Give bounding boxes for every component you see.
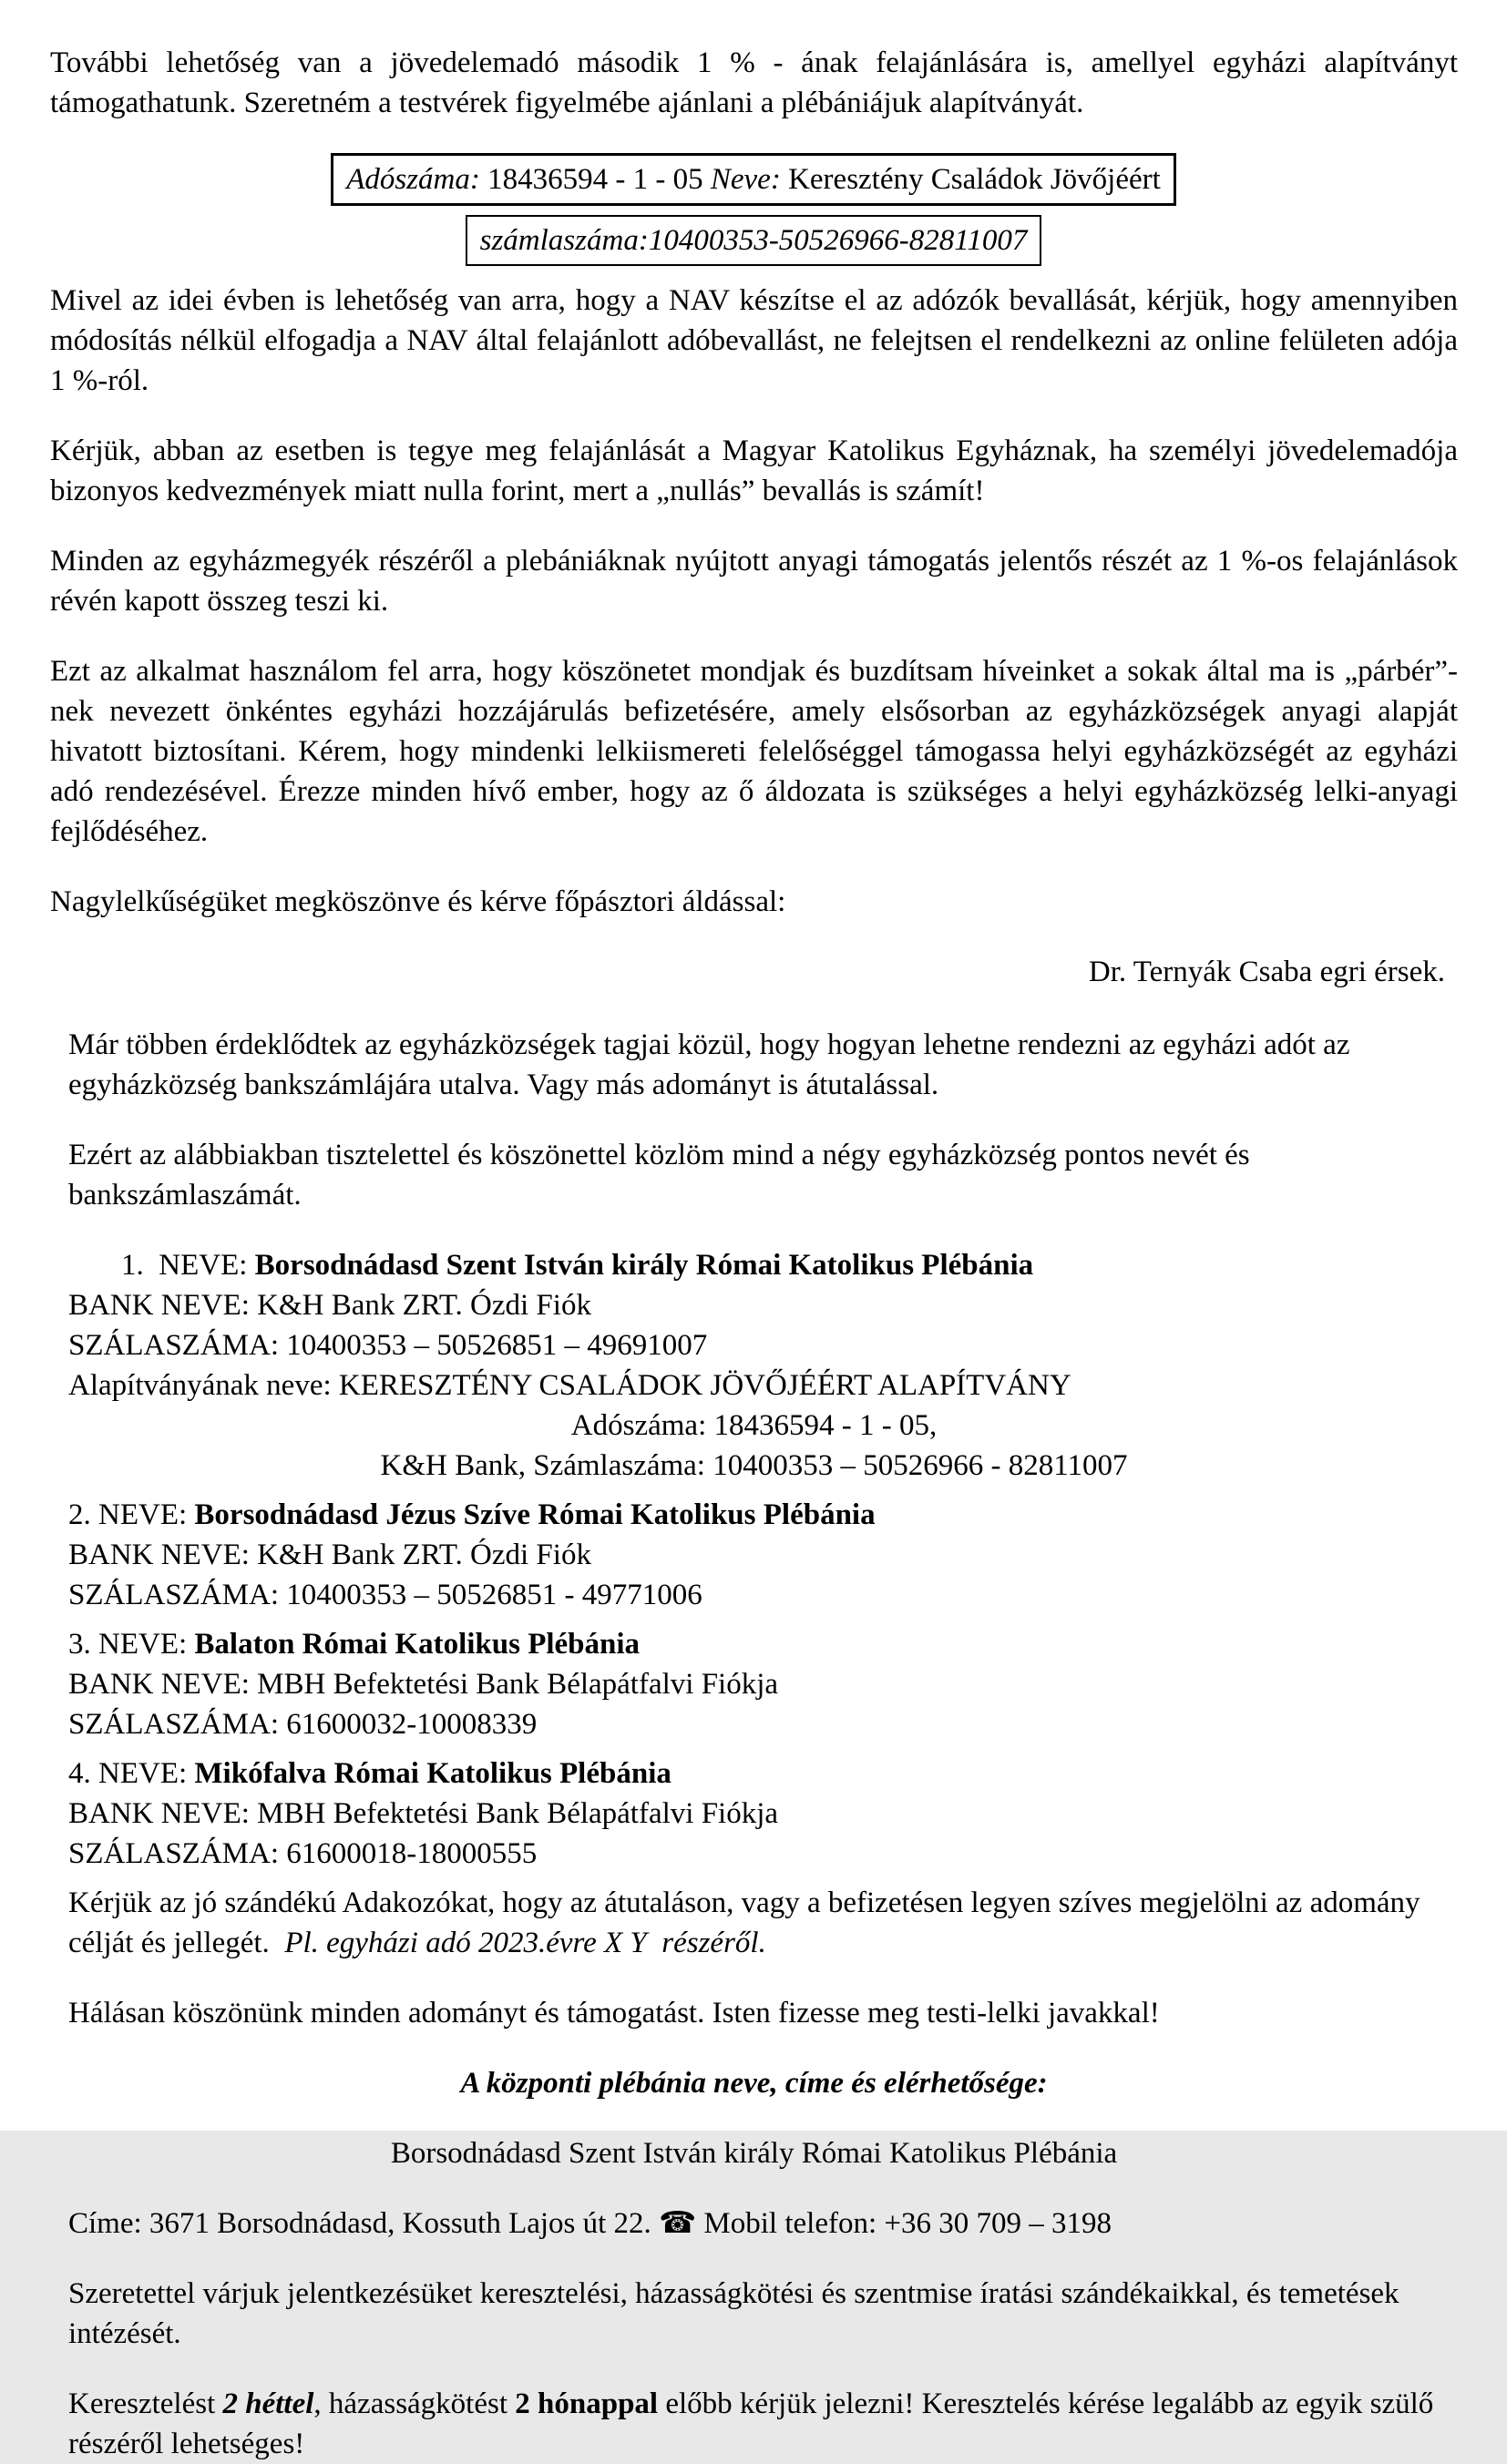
parish-2-account-line: SZÁLASZÁMA: 10400353 – 50526851 - 49771006 [68, 1579, 702, 1611]
parish-4 [0, 1753, 1507, 1874]
text-run: Mobil telefon: +36 30 709 – 3198 [696, 2207, 1112, 2240]
parish-3-number-label: 3. NEVE: [68, 1628, 195, 1661]
zero-declaration-paragraph: Kérjük, abban az esetben is tegye meg felajánlását a Magyar Katolikus Egyháznak, ha személyi jövedelemadója bizonyos kedvezmények miatt nulla forint, mert a „nullás” bevallás is számít! [50, 435, 1458, 507]
text-run: Pl. egyházi adó 2023.évre X Y részéről. [284, 1927, 766, 1959]
parish-3 [0, 1624, 1507, 1744]
phone-icon: ☎ [659, 2207, 697, 2240]
archbishop-signature: Dr. Ternyák Csaba egri érsek. [1088, 956, 1445, 988]
tax-number-box [331, 153, 1176, 206]
parish-2-number-label: 2. NEVE: [68, 1498, 195, 1531]
parish-1-account-line: SZÁLASZÁMA: 10400353 – 50526851 – 49691007 [68, 1329, 708, 1362]
registration-paragraph: Szeretettel várjuk jelentkezésüket keresztelési, házasságkötési és szentmise íratási szándékaikkal, és temetések intézését. [68, 2277, 1399, 2350]
parber-paragraph: Ezt az alkalmat használom fel arra, hogy köszönetet mondjak és buzdítsam híveinket a sokak által ma is „párbér”-nek nevezett önkéntes egyházi hozzájárulás befizetésére, amely elsősorban az egyházközségek anyagi alapját hivatott biztosítani. Kérem, hogy mindenki lelkiismereti felelőséggel támogassa helyi egyházközségét az egyházi adó rendezésével. Érezze minden hívő ember, hogy az ő áldozata is szükséges a helyi egyházközség lelki-anyagi fejlődéséhez. [50, 655, 1458, 848]
diocese-support-paragraph: Minden az egyházmegyék részéről a plebániáknak nyújtott anyagi támogatás jelentős részét az 1 %-os felajánlások révén kapott összeg teszi ki. [50, 545, 1458, 618]
text-run: Neve: [710, 163, 781, 196]
parish-3-name-line [68, 1624, 1458, 1664]
thanks-paragraph: Hálásan köszönünk minden adományt és támogatást. Isten fizesse meg testi-lelki javakkal! [68, 1997, 1160, 2029]
parish-1-name-line [121, 1245, 1458, 1285]
text-run: 2 héttel [222, 2387, 314, 2420]
contact-line [68, 2203, 1458, 2244]
parish-3-bank-line: BANK NEVE: MBH Befektetési Bank Bélapátfalvi Fiókja [68, 1668, 779, 1701]
text-run: 2 hónappal [515, 2387, 659, 2420]
text-run: Keresztény Családok Jövőjéért [780, 163, 1161, 196]
tax-number-box-row [0, 153, 1507, 206]
parish-2 [0, 1495, 1507, 1615]
central-parish-heading: A központi plébánia neve, címe és elérhetősége: [460, 2067, 1048, 2100]
text-run: előbb kérjük jelezni! Keresztelés kérése legalább az egyik szülő részéről lehetséges! [68, 2387, 1434, 2460]
parish-1-bank-line: BANK NEVE: K&H Bank ZRT. Ózdi Fiók [68, 1289, 591, 1322]
text-run: számlaszáma:10400353-50526966-82811007 [479, 224, 1028, 257]
nav-paragraph: Mivel az idei évben is lehetőség van arra, hogy a NAV készítse el az adózók bevallását, kérjük, hogy amennyiben módosítás nélkül elfogadja a NAV által felajánlott adóbevallást, ne felejtsen el rendelkezni az online felületen adója 1 %-ról. [50, 284, 1458, 397]
parish-1-foundation-account-line: K&H Bank, Számlaszáma: 10400353 – 50526966 - 82811007 [380, 1449, 1128, 1482]
baptism-notice-paragraph [68, 2384, 1458, 2464]
inquiry-paragraph: Már többen érdeklődtek az egyházközségek tagjai közül, hogy hogyan lehetne rendezni az egyházi adót az egyházközség bankszámlájára utalva. Vagy más adományt is átutalással. [68, 1028, 1350, 1101]
intro-paragraph: További lehetőség van a jövedelemadó második 1 % - ának felajánlására is, amellyel egyházi alapítványt támogathatunk. Szeretném a testvérek figyelmébe ajánlani a plébániájuk alapítványát. [50, 46, 1458, 119]
text-run: Adószáma: [346, 163, 480, 196]
account-number-box-row [0, 215, 1507, 266]
parish-3-name: Balaton Római Katolikus Plébánia [194, 1628, 641, 1661]
parish-1 [0, 1245, 1507, 1486]
text-run: , házasságkötést [313, 2387, 516, 2420]
donation-note-paragraph [68, 1883, 1458, 1963]
text-run: Keresztelést [68, 2387, 223, 2420]
text-run: Címe: 3671 Borsodnádasd, Kossuth Lajos út 22. [68, 2207, 660, 2240]
parish-4-name: Mikófalva Római Katolikus Plébánia [194, 1757, 671, 1790]
parish-4-number-label: 4. NEVE: [68, 1757, 195, 1790]
parish-1-foundation-tax-line: Adószáma: 18436594 - 1 - 05, [570, 1409, 938, 1442]
parish-2-bank-line: BANK NEVE: K&H Bank ZRT. Ózdi Fiók [68, 1539, 591, 1571]
blessing-line: Nagylelkűségüket megköszönve és kérve főpásztori áldással: [50, 885, 786, 918]
parish-2-name-line [68, 1495, 1458, 1535]
central-parish-name: Borsodnádasd Szent István király Római Katolikus Plébánia [390, 2137, 1118, 2170]
parish-4-name-line [68, 1753, 1458, 1794]
account-number-box [466, 215, 1042, 266]
parish-3-account-line: SZÁLASZÁMA: 61600032-10008339 [68, 1708, 538, 1741]
parish-4-account-line: SZÁLASZÁMA: 61600018-18000555 [68, 1837, 538, 1870]
parish-1-name: Borsodnádasd Szent István király Római Katolikus Plébánia [254, 1249, 1034, 1282]
parish-2-name: Borsodnádasd Jézus Szíve Római Katolikus Plébánia [194, 1498, 876, 1531]
text-run: Kérjük az jó szándékú Adakozókat, hogy az átutaláson, vagy a befizetésen legyen szíves megjelölni az adomány célját és jellegét. [68, 1886, 1420, 1959]
parish-4-bank-line: BANK NEVE: MBH Befektetési Bank Bélapátfalvi Fiókja [68, 1797, 779, 1830]
parish-1-number-label: 1. NEVE: [121, 1249, 255, 1282]
parish-1-foundation-line: Alapítványának neve: KERESZTÉNY CSALÁDOK JÖVŐJÉÉRT ALAPÍTVÁNY [68, 1369, 1071, 1402]
text-run: 18436594 - 1 - 05 [479, 163, 711, 196]
announcement-paragraph: Ezért az alábbiakban tisztelettel és köszönettel közlöm mind a négy egyházközség pontos nevét és bankszámlaszámát. [68, 1139, 1250, 1212]
